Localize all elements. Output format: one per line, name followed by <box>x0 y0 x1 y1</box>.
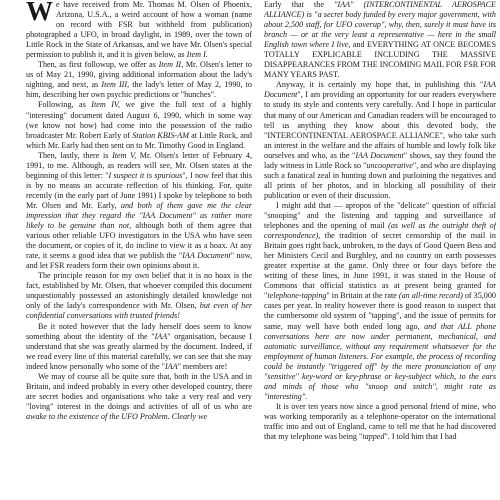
emphasis: telephone-tapping <box>267 291 327 301</box>
text-run: Anyway, it is certainly my hope that, in publishing this " <box>276 80 484 90</box>
text-run: of 35,000 cases per year. In reality however there is good reason to suspect that the cumbersome old system of "tapping", and the issue of permits for same, may well have both ended long ago, <box>264 291 496 331</box>
emphasis: uncooperative <box>366 160 413 170</box>
document-name: IAA Document <box>355 150 404 160</box>
emphasis: (as well as the outright theft of correspondence) <box>264 221 496 241</box>
drop-cap: W <box>26 0 53 26</box>
text-run: The principle reason for my own belief that it is no hoax is the fact, established by Mr. Olsen, that whoever compiled this document unquestionably possessed an astonishingly detailed knowledge not only of the lady's correspondence with Mr. Olsen, <box>26 271 252 311</box>
item-reference: Item I. <box>186 50 208 60</box>
text-run: the lady's letter of May 2, 1990, to him, describing her own psychic predictions or "hunches". <box>26 80 252 100</box>
item-reference: Item II, <box>158 60 184 70</box>
paragraph <box>264 80 496 201</box>
text-run: although both of them agree that various other reliable UFO investigators in the USA who have seen the document, or copies of it, do incline to view it as a hoax. At any rate, it seems a good idea that we publish the " <box>26 221 252 261</box>
paragraph <box>26 151 252 272</box>
document-name: IAA Document <box>264 80 496 100</box>
text-run: We may of course all be quite sure that, both in the USA and in Britain, and indeed probably in every other developed country, there are secret bodies and organisations who take a very real and very "loving" interest in the doings and activities of all of us who are <box>26 371 252 411</box>
text-run: It is over ten years now since a good personal friend of mine, who was working temporarily as a telephone-operator on the international traffic into and out of England, came to tell me that he had discovered that my telephone was being " <box>264 401 496 442</box>
text-run: Be it noted however that the lady herself does seem to know something about the identity of the " <box>26 321 252 341</box>
emphasis: but even of her confidential conversations with trusted friends! <box>26 301 252 321</box>
paragraph <box>26 372 252 422</box>
text-run: Mr. Olsen's letter of February 4, 1991, to me. Although, as readers will see, Mr. Olsen states at the beginning of this letter: " <box>26 150 252 180</box>
paragraph <box>26 322 252 372</box>
text-run: Then, as first followup, we offer as <box>38 60 159 70</box>
text-run: Following, as <box>38 100 92 110</box>
text-run: , the tradition of secret censorship of the mail in Britain goes right back, unbroken, to the days of Good Queen Bess and her Ministers Cecil and Burghley, and no country on earth possesses greater expertise at the game. Only three or four days before the writing of these lines, in June 1991, it was stated in the House of Commons that official statistics as at present being granted for " <box>264 231 496 301</box>
text-run: ", and who are displaying such a fanatical zeal in hunting down and purloining the negatives and all prints of her photos, and in blocking all possibility of their publication or even of their discussion. <box>264 160 496 200</box>
text-run: Then, lastly, there is <box>38 150 113 160</box>
emphasis: IAA <box>164 361 178 371</box>
right-column <box>264 0 496 500</box>
text-run: at Little Rock, and which Mr. Early had then sent on to Mr. Timothy Good in England. <box>26 130 252 150</box>
emphasis: "IAA" (INTERCONTINENTAL AEROSPACE ALLIANCE) is "a secret body funded by every major government, with about 2,500 staff, for UFO coverup", why, then, surely it must have its branch — or at the very least a representative — here in the small English town where I live, <box>264 0 496 50</box>
paragraph <box>264 0 496 80</box>
text-run: " in Britain at the rate <box>326 291 399 301</box>
station-name: Station KBIS-AM <box>132 130 189 140</box>
paragraph <box>264 402 496 442</box>
item-reference: Item V, <box>112 150 137 160</box>
text-run: ", I am providing an opportunity for our readers everywhere to study its style and contents very carefully. And I hope in particular that many of our American and Canadian readers will be encouraged to tell us anything they know about this devoted body, the "INTERCONTINENTAL AEROSPACE ALLIANCE", who take such an interest in the welfare and the affairs of humble and lowly folk like ourselves and who, as the " <box>264 90 496 160</box>
text-run: ". I told him that I had <box>384 432 457 442</box>
emphasis: IAA <box>154 331 168 341</box>
emphasis: (an all-time record) <box>398 291 463 301</box>
paragraph <box>26 100 252 150</box>
emphasis: and both of them gave me the clear impression that they regard the "IAA Document" as rather more likely to be genuine than not, <box>26 200 252 231</box>
left-column <box>26 0 252 500</box>
emphasis: and that ALL phone conversations here are now under permanent, mechanical, and automatic surveillance, without any requirement whatsoever for the employment of human listeners. For example, the process of recording could be instantly "triggered off" by the mere pronunciation of any "sensitive" key-word or key-phrase or key-subject which, to the ears and minds of those who "snoop and snitch", might rate as "interesting". <box>264 321 496 401</box>
item-reference: Item IV, <box>91 100 120 110</box>
text-run: " shows, say they found the lady witness in Little Rock so " <box>264 150 496 170</box>
paragraph <box>26 60 252 100</box>
text-run: I might add that — apropos of the "delicate" question of official "snooping" and the listening and tapping and surveillance of telephones and the opening of mail <box>264 200 496 231</box>
emphasis: tapped <box>362 432 385 442</box>
text-run: Early that the <box>264 0 335 9</box>
text-run: " organisation, because I understand that she was greatly alarmed by the document. Indeed, if we read every line of this material carefully, we can see that she may indeed know personally who some of the " <box>26 331 252 371</box>
text-run: we give the full text of a highly "interesting" document dated August 6, 1990, which in some way (we know not how) had come into the possession of the radio broadcaster Mr. Robert Early of <box>26 100 252 140</box>
quotation: I suspect it is spurious <box>108 170 183 180</box>
paragraph <box>26 0 252 60</box>
emphasis: awake to the existence of the UFO Problem. Clearly we <box>26 411 208 421</box>
item-reference: Item III, <box>101 80 130 90</box>
text-run: " members are! <box>177 361 228 371</box>
text-run: e have received from Mr. Thomas M. Olsen of Phoenix, Arizona, U.S.A., a weird account of how a woman (name on record with FSR but withheld from publication) photographed a UFO, in broad daylight, in 1989, over the town of Little Rock in the State of Arkansas, and we have Mr. Olsen's special permission to publish it, and it is given below, as <box>26 0 252 60</box>
paragraph <box>26 271 252 321</box>
text-run: Mr. Olsen's letter to us of May 21, 1990, giving additional information about the lady's sighting, and next, as <box>26 60 252 90</box>
text-run: ", I now feel that this is by no means an accurate reflection of his thinking. For, quite recently (in the early part of June 1991) I spoke by telephone to both Mr. Olsen and Mr. Early, <box>26 170 252 210</box>
text-run: " now, and let FSR readers form their own opinions about it. <box>26 251 252 271</box>
text-run: and EVERYTHING AT ONCE BECOMES TOTALLY EXPLICABLE INCLUDING THE MASSIVE DISAPPEARANCES FROM THE INCOMING MAIL FOR FSR FOR MANY YEARS PAST. <box>264 40 496 80</box>
column-divider <box>258 0 259 500</box>
paragraph <box>264 201 496 402</box>
document-name: IAA Document <box>182 251 231 261</box>
